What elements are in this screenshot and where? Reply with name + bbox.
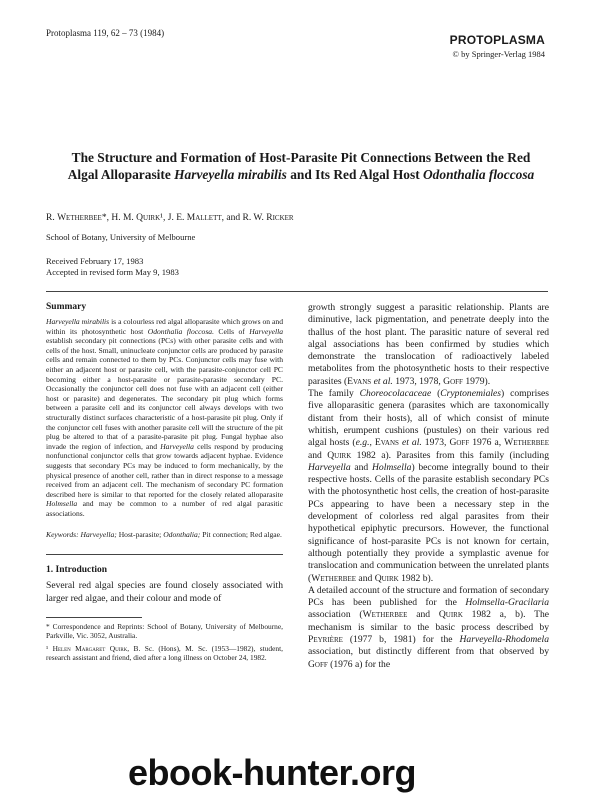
copyright-line: © by Springer-Verlag 1984 xyxy=(452,49,545,59)
right-paragraph-2: The family Choreocolacaceae (Cryptonemiales) comprises five alloparasitic genera (parasites which are taxonomically distant from their hosts), all of which consist of minute whitish, erumpent cushions (pustules) on their various red algal hosts (e.g., Evans et al. 1973, Goff 1976 a, Wetherbee and Quirk 1982 a). Parasites from this family (including Harveyella and Holmsella) become integrally bound to their respective hosts. Cells of the parasite establish secondary PCs with the photosynthetic host cells, the creation of host-parasite PCs appearing to have been a necessary step in the development of colorless red algal parasites from their hypothetical epiphytic precursors. However, the functional significance of host-parasite PCs is not known for certain, although potentially they provide a symplastic avenue for translocation and communication between the unrelated plants (Wetherbee and Quirk 1982 b). xyxy=(308,388,549,584)
right-paragraph-3: A detailed account of the structure and formation of secondary PCs has been published for the Holmsella-Gracilaria association (Wetherbee and Quirk 1982 a, b). The mechanism is similar to the basic process described by Peyrière (1977 b, 1981) for the Harveyella-Rhodomela association, but distinctly different from that observed by Goff (1976 a) for the xyxy=(308,584,549,670)
right-column xyxy=(308,302,549,671)
watermark: ebook-hunter.org xyxy=(128,752,416,793)
summary-divider xyxy=(46,554,283,555)
footnote-dedication: ¹ Helen Margaret Quirk, B. Sc. (Hons), M. Sc. (1953—1982), student, research assistant and friend, died after a long illness on October 24, 1982. xyxy=(46,643,283,662)
title-line-2: Algal Alloparasite Harveyella mirabilis and Its Red Algal Host Odonthalia floccosa xyxy=(67,167,535,182)
header-divider xyxy=(46,291,548,292)
right-paragraph-1: growth strongly suggest a parasitic relationship. Plants are diminutive, lack pigmentation, and penetrate deeply into the thallus of the host plant. The parasitic nature of several red algal associations has been confirmed by studies which demonstrate the translocation of radioactively labeled metabolites from the photosynthetic hosts to their respective parasites (Evans et al. 1973, 1978, Goff 1979). xyxy=(308,302,549,387)
title-line-1: The Structure and Formation of Host-Parasite Pit Connections Between the Red xyxy=(71,150,531,165)
author-list: R. Wetherbee*, H. M. Quirk¹, J. E. Mallett, and R. W. Ricker xyxy=(46,213,294,223)
journal-reference: Protoplasma 119, 62 – 73 (1984) xyxy=(46,28,165,38)
footnote-correspondence: * Correspondence and Reprints: School of Botany, University of Melbourne, Parkville, Vic. 3052, Australia. xyxy=(46,622,283,641)
accepted-date: Accepted in revised form May 9, 1983 xyxy=(46,267,179,277)
received-date: Received February 17, 1983 xyxy=(46,256,144,266)
introduction-heading: 1. Introduction xyxy=(46,565,108,576)
introduction-text: Several red algal species are found closely associated with larger red algae, and their colour and mode of xyxy=(46,580,283,604)
journal-logo-text: PROTOPLASMA xyxy=(449,33,545,47)
footnote-divider xyxy=(46,617,142,618)
publisher-brand xyxy=(450,33,545,59)
keywords: Keywords: Harveyella; Host-parasite; Odonthalia; Pit connection; Red algae. xyxy=(46,530,282,540)
affiliation: School of Botany, University of Melbourne xyxy=(46,232,196,242)
article-dates xyxy=(46,256,179,278)
article-title xyxy=(46,149,556,183)
left-column xyxy=(46,302,283,665)
summary-heading: Summary xyxy=(46,302,87,312)
summary-text: Harveyella mirabilis is a colourless red algal alloparasite which grows on and within its photosynthetic host Odonthalia floccosa. Cells of Harveyella establish secondary pit connections (PCs) with other parasite cells and with cells of the host. Small, uninucleate conjunctor cells are produced by parasite cells and remain connected to them by PCs. Conjunctor cells may fuse with either an adjacent host or parasite cell, with the parasite-conjunctor cell PC becoming either a host-parasite or parasite-parasite secondary PC. Occasionally the conjunctor cell does not fuse with an adjacent cell (either host or parasite) and degenerates. The secondary pit plug which forms between a parasite cell and its conjunctor cell always develops with two structurally distinct surfaces characteristic of a host-parasite pit plug. Only if the conjunctor cell fuses with another parasite cell will the structure of the pit plug be altered to that of a parasite-parasite pit plug. Fungal hyphae also invade the region of infection, and Harveyella cells respond by producing nonfunctional conjunctor cells that grow towards adjacent hyphae. Evidence suggests that secondary PCs may be induced to form mechanically, by the physical presence of another cell, rather than in direct response to a message received from an adjacent cell. The mechanism of secondary PC formation described here is similar to that reported for the closely related alloparasite Holmsella and may be common to a number of red algal parasitic associations. xyxy=(46,317,284,518)
